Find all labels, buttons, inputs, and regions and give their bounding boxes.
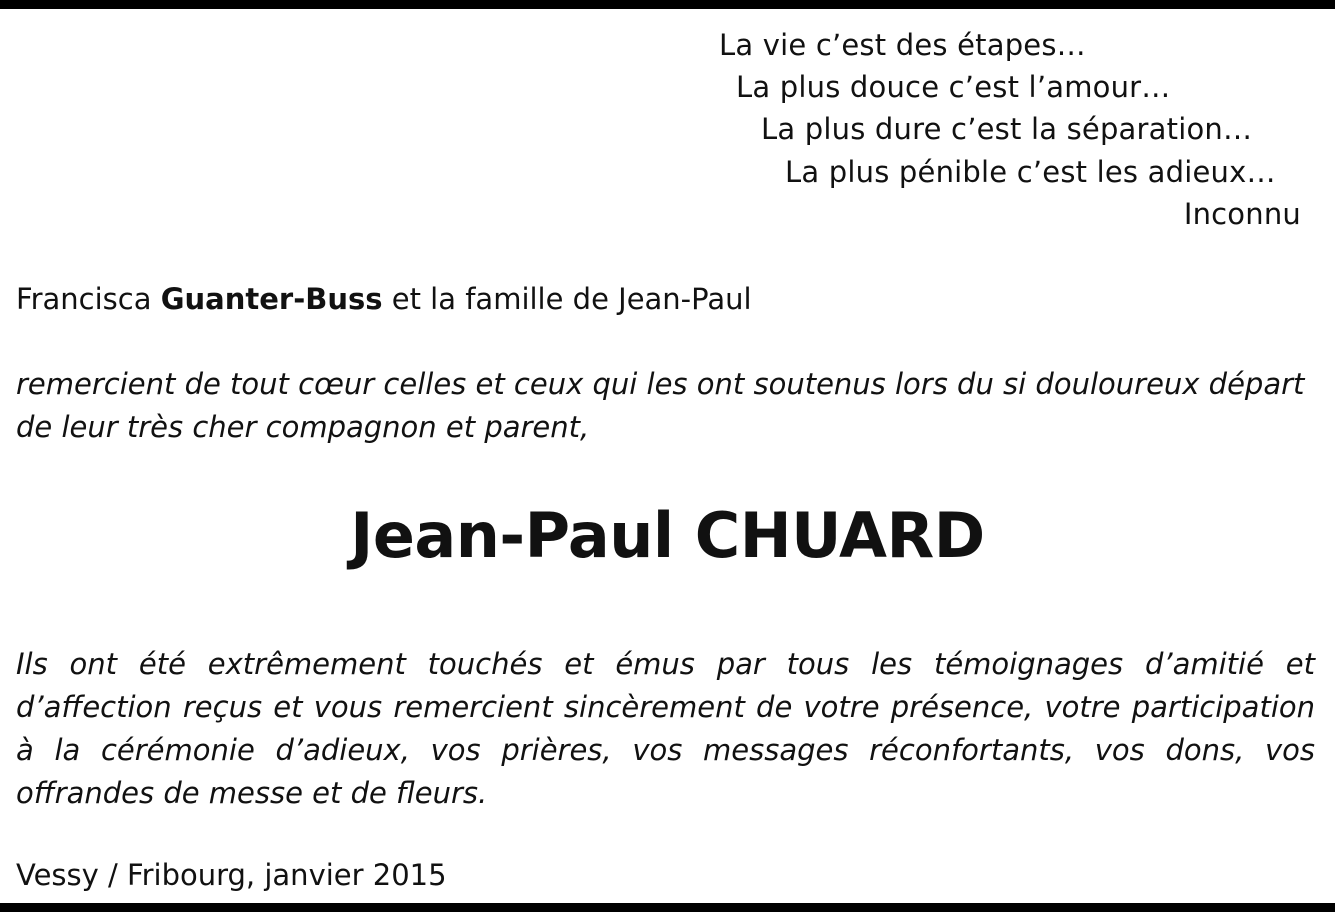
top-border-rule [0,0,1335,9]
family-first-name: Francisca [16,282,152,316]
family-surname: Guanter-Buss [160,282,383,316]
family-rest: et la famille de Jean-Paul [391,282,752,316]
quote-line-2: La plus douce c’est l’amour… [736,70,1171,104]
thanks-intro-text: remercient de tout cœur celles et ceux qui les ont soutenus lors du si douloureux départ de leur très cher compagnon et parent, [16,367,1305,444]
deceased-name-heading: Jean-Paul CHUARD [350,499,985,572]
bottom-border-rule [0,903,1335,912]
thanks-body-text: Ils ont été extrêmement touchés et émus par tous les témoignages d’amitié et d’affection reçus et vous remercient sincèrement de votre présence, votre participation à la cérémonie d’adieux, vos prières, vos messages réconfortants, vos dons, vos offrandes de messe et de fleurs. [16,647,1315,810]
quote-line-3: La plus dure c’est la séparation… [761,112,1253,146]
quote-line-4: La plus pénible c’est les adieux… [785,155,1276,189]
place-and-date: Vessy / Fribourg, janvier 2015 [16,858,447,892]
family-line [16,278,752,320]
quote-line-1: La vie c’est des étapes… [719,28,1086,62]
quote-author: Inconnu [1183,197,1301,231]
